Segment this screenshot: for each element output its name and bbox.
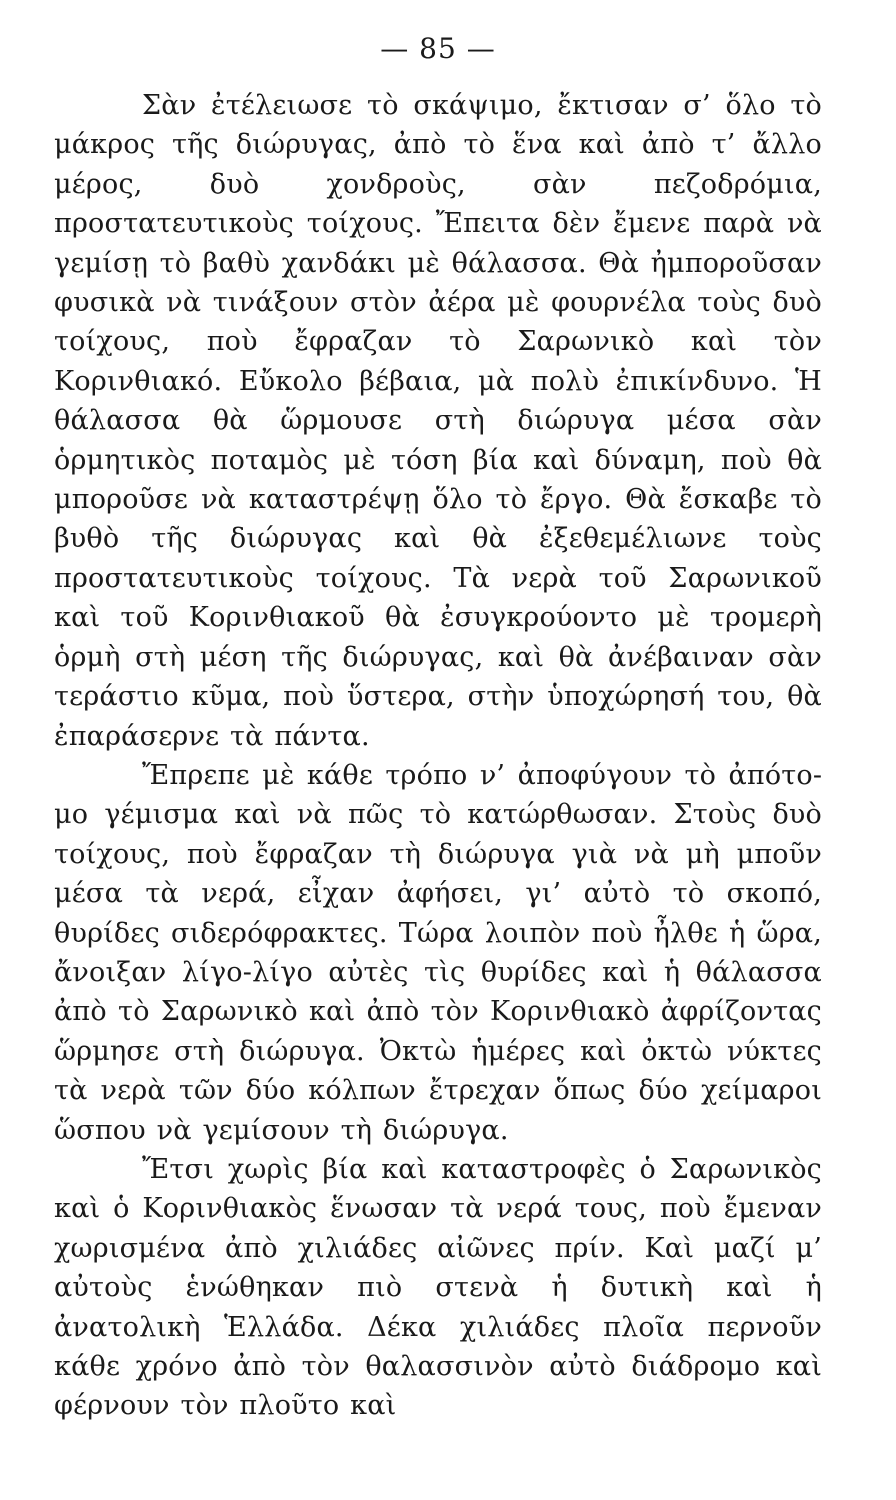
- body-text: [54, 86, 822, 1426]
- paragraph-seas-united: Ἔτσι χωρὶς βία καὶ καταστροφὲς ὁ Σαρωνικὸς καὶ ὁ Κορινθιακὸς ἕνωσαν τὰ νερά τους, ποὺ ἔμεναν χωρισμένα ἀπὸ χιλιάδες αἰῶνες πρίν. Καὶ μαζί μ’ αὐτοὺς ἑνώθηκαν πιὸ στενὰ ἡ δυτικὴ καὶ ἡ ἀνατολικὴ Ἑλλάδα. Δέκα χιλιάδες πλοῖα περνοῦν κάθε χρόνο ἀπὸ τὸν θαλασσινὸν αὐτὸ διάδρομο καὶ φέρνουν τὸν πλοῦτο καὶ: [54, 1153, 822, 1422]
- paragraph-sluice-gates: Ἔπρεπε μὲ κάθε τρόπο ν’ ἀποφύγουν τὸ ἀπότομο γέμισμα καὶ νὰ πῶς τὸ κατώρθωσαν. Στοὺς δυὸ τοίχους, ποὺ ἔφραζαν τὴ διώρυγα γιὰ νὰ μὴ μποῦν μέσα τὰ νερά, εἶχαν ἀφήσει, γι’ αὐτὸ τὸ σκοπό, θυρίδες σιδερόφρακτες. Τώρα λοιπὸν ποὺ ἦλθε ἡ ὥρα, ἄνοιξαν λίγο-λίγο αὐτὲς τὶς θυρίδες καὶ ἡ θάλασσα ἀπὸ τὸ Σαρωνικὸ καὶ ἀπὸ τὸν Κορινθιακὸ ἀφρίζοντας ὥρμησε στὴ διώρυγα. Ὀκτὼ ἡμέρες καὶ ὀκτὼ νύκτες τὰ νερὰ τῶν δύο κόλπων ἔτρεχαν ὅπως δύο χείμαροι ὥσπου νὰ γεμίσουν τὴ διώρυγα.: [54, 759, 822, 1146]
- paragraph-canal-filling: Σὰν ἐτέλειωσε τὸ σκάψιμο, ἔκτισαν σ’ ὅλο τὸ μάκρος τῆς διώρυγας, ἀπὸ τὸ ἕνα καὶ ἀπὸ τ’ ἄλλο μέρος, δυὸ χονδροὺς, σὰν πεζοδρόμια, προστατευτικοὺς τοίχους. Ἔπειτα δὲν ἔμενε παρὰ νὰ γεμίσῃ τὸ βαθὺ χανδάκι μὲ θάλασσα. Θὰ ἠμποροῦσαν φυσικὰ νὰ τινάξουν στὸν ἀέρα μὲ φουρνέλα τοὺς δυὸ τοίχους, ποὺ ἔφραζαν τὸ Σαρωνικὸ καὶ τὸν Κορινθιακό. Εὔκολο βέβαια, μὰ πολὺ ἐπικίνδυνο. Ἡ θάλασσα θὰ ὥρμουσε στὴ διώρυγα μέσα σὰν ὁρμητικὸς ποταμὸς μὲ τόση βία καὶ δύναμη, ποὺ θὰ μποροῦσε νὰ καταστρέψῃ ὅλο τὸ ἔργο. Θὰ ἔσκαβε τὸ βυθὸ τῆς διώρυγας καὶ θὰ ἐξεθεμέλιωνε τοὺς προστατευτικοὺς τοίχους. Τὰ νερὰ τοῦ Σαρωνικοῦ καὶ τοῦ Κορινθιακοῦ θὰ ἐσυγκρούοντο μὲ τρομερὴ ὁρμὴ στὴ μέση τῆς διώρυγας, καὶ θὰ ἀνέβαιναν σὰν τεράστιο κῦμα, ποὺ ὕστερα, στὴν ὑποχώρησή του, θὰ ἐπαράσερνε τὰ πάντα.: [54, 90, 822, 752]
- page-number: — 85 —: [380, 32, 496, 65]
